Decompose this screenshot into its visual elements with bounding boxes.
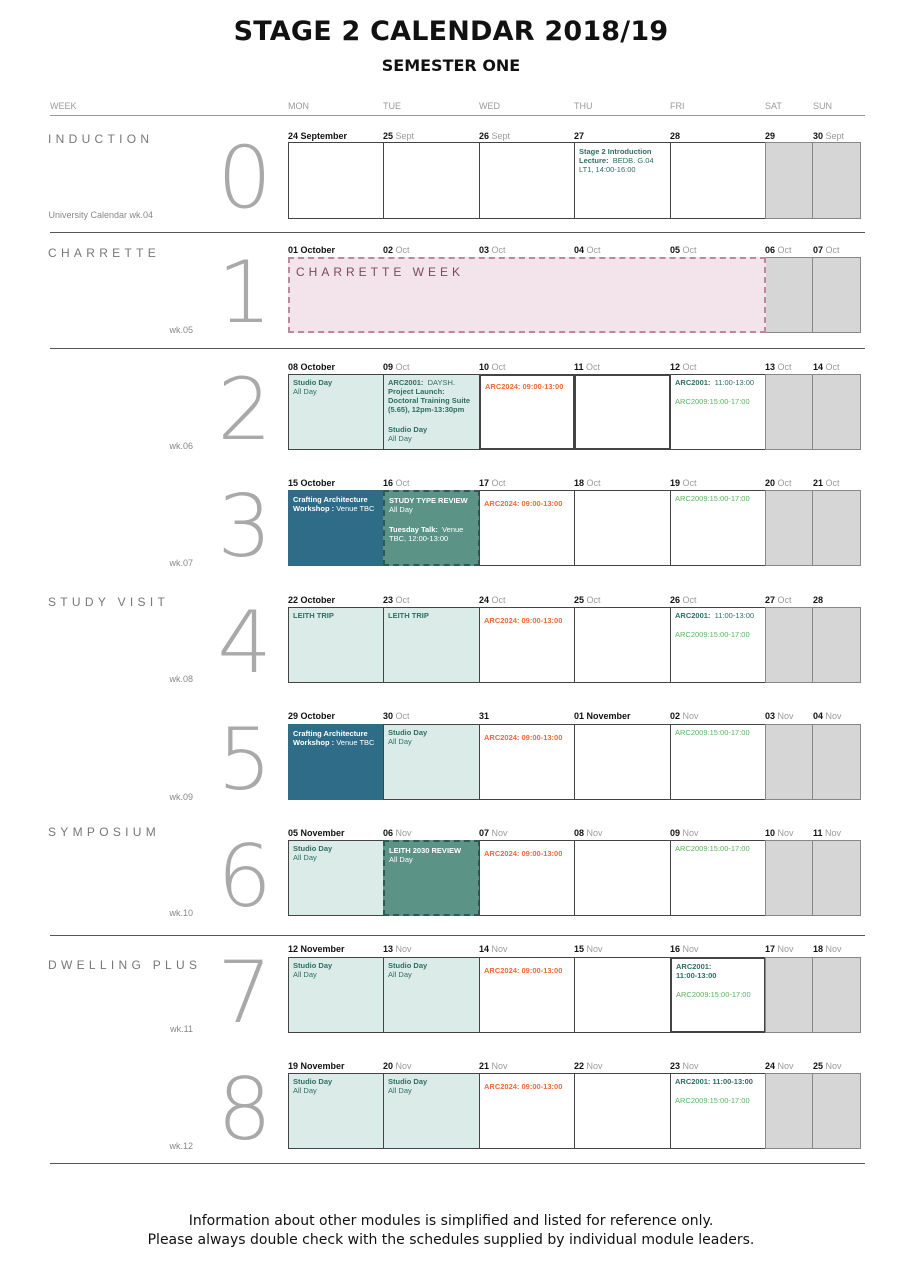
day-header: 17 Nov: [765, 944, 794, 954]
day-header: 05 November: [288, 828, 345, 838]
event-studio-day[interactable]: Studio Day All Day: [293, 961, 333, 979]
day-header: 04 Oct: [574, 245, 601, 255]
event-leith-trip[interactable]: LEITH TRIP: [388, 611, 429, 620]
day-cell[interactable]: [479, 957, 575, 1033]
day-cell[interactable]: [479, 1073, 575, 1149]
event-leith-2030-review[interactable]: LEITH 2030 REVIEW All Day: [389, 846, 462, 864]
weekend-cell: [812, 142, 861, 219]
week-number: 5: [217, 710, 272, 810]
week-number: 8: [217, 1060, 272, 1160]
day-header: 26 Oct: [670, 595, 697, 605]
day-header: 27: [574, 131, 585, 141]
week-code: wk.07: [169, 558, 193, 568]
event-arc2009[interactable]: ARC2009:15:00-17:00: [675, 494, 750, 503]
section-charrette: CHARRETTE: [48, 246, 161, 260]
day-header: 10 Oct: [479, 362, 506, 372]
week-number: 3: [217, 477, 272, 577]
day-header: 01 October: [288, 245, 336, 255]
weekend-cell: [812, 490, 861, 566]
weekend-cell: [765, 840, 813, 916]
event-arc2024[interactable]: ARC2024: 09:00-13:00: [484, 616, 563, 625]
event-crafting-architecture[interactable]: Crafting Architecture Workshop : Venue TBC: [293, 729, 375, 747]
week-code: University Calendar wk.04: [48, 210, 153, 220]
footer-note-line1: Information about other modules is simplified and listed for reference only.: [188, 1213, 714, 1229]
day-header: 23 Oct: [383, 595, 410, 605]
day-header: 19 Oct: [670, 478, 697, 488]
weekend-cell: [812, 607, 861, 683]
header-tue: TUE: [383, 101, 401, 111]
event-arc2024[interactable]: ARC2024: 09:00-13:00: [484, 849, 563, 858]
event-crafting-architecture[interactable]: Crafting Architecture Workshop : Venue TBC: [293, 495, 375, 513]
event-arc2024[interactable]: ARC2024: 09:00-13:00: [484, 1082, 563, 1091]
day-cell[interactable]: [574, 840, 671, 916]
day-header: 13 Oct: [765, 362, 792, 372]
day-cell[interactable]: [479, 607, 575, 683]
day-cell[interactable]: [574, 1073, 671, 1149]
weekend-cell: [812, 257, 861, 333]
weekend-cell: [765, 724, 813, 800]
weekend-cell: [765, 490, 813, 566]
weekend-cell: [765, 374, 813, 450]
week-number: 4: [217, 593, 272, 693]
day-header: 27 Oct: [765, 595, 792, 605]
day-header: 06 Oct: [765, 245, 792, 255]
day-header: 17 Oct: [479, 478, 506, 488]
day-cell[interactable]: [574, 607, 671, 683]
header-thu: THU: [574, 101, 593, 111]
event-studio-day[interactable]: Studio Day All Day: [388, 1077, 428, 1095]
day-header: 22 Nov: [574, 1061, 603, 1071]
day-cell[interactable]: [288, 142, 384, 219]
event-arc2001-launch[interactable]: ARC2001: DAYSH. Project Launch: Doctoral Training Suite (5.65), 12pm-13:30pm: [388, 378, 471, 414]
week-code: wk.06: [169, 441, 193, 451]
day-cell[interactable]: [670, 607, 766, 683]
section-divider: [50, 935, 865, 936]
event-arc2009[interactable]: ARC2009:15:00-17:00: [675, 397, 750, 406]
day-header: 22 October: [288, 595, 336, 605]
day-cell[interactable]: [383, 957, 480, 1033]
day-header: 15 October: [288, 478, 336, 488]
day-cell[interactable]: [288, 957, 384, 1033]
event-arc2001[interactable]: ARC2001: 11:00-13:00: [675, 1077, 753, 1086]
day-cell[interactable]: [383, 490, 480, 566]
event-stage2-intro[interactable]: Stage 2 Introduction Lecture: BEDB. G.04 LT1, 14:00-16:00: [579, 147, 654, 174]
day-header: 28: [670, 131, 681, 141]
section-symposium: SYMPOSIUM: [48, 825, 161, 839]
weekend-cell: [812, 724, 861, 800]
event-studio-day[interactable]: Studio Day All Day: [388, 961, 428, 979]
day-header: 09 Oct: [383, 362, 410, 372]
day-header: 07 Oct: [813, 245, 840, 255]
weekend-cell: [765, 957, 813, 1033]
event-arc2009[interactable]: ARC2009:15:00-17:00: [675, 728, 750, 737]
weekend-cell: [812, 957, 861, 1033]
event-studio-day[interactable]: Studio Day All Day: [293, 378, 333, 396]
day-header: 20 Nov: [383, 1061, 412, 1071]
day-header: 12 November: [288, 944, 345, 954]
section-divider: [50, 1163, 865, 1164]
header-divider: [50, 115, 865, 116]
event-arc2001[interactable]: ARC2001: 11:00-13:00: [675, 611, 755, 620]
header-fri: FRI: [670, 101, 685, 111]
week-code: wk.09: [169, 792, 193, 802]
day-cell[interactable]: [383, 724, 480, 800]
day-cell[interactable]: [288, 724, 384, 800]
day-cell[interactable]: [383, 374, 480, 450]
day-cell[interactable]: [479, 374, 575, 450]
day-header: 21 Nov: [479, 1061, 508, 1071]
day-cell[interactable]: [383, 1073, 480, 1149]
page-subtitle: SEMESTER ONE: [381, 56, 521, 75]
week-number: 2: [217, 360, 272, 460]
week-number: 7: [217, 943, 272, 1043]
event-arc2001[interactable]: ARC2001: 11:00-13:00: [676, 962, 717, 980]
event-arc2009[interactable]: ARC2009:15:00-17:00: [675, 630, 750, 639]
day-cell[interactable]: [383, 142, 480, 219]
week-code: wk.10: [169, 908, 193, 918]
event-study-type-review[interactable]: STUDY TYPE REVIEW All Day: [389, 496, 468, 514]
event-arc2009[interactable]: ARC2009:15:00-17:00: [675, 1096, 750, 1105]
week-code: wk.08: [169, 674, 193, 684]
header-sat: SAT: [765, 101, 782, 111]
day-header: 14 Oct: [813, 362, 840, 372]
day-cell[interactable]: [670, 142, 766, 219]
day-header: 30 Oct: [383, 711, 410, 721]
day-header: 18 Oct: [574, 478, 601, 488]
day-header: 03 Oct: [479, 245, 506, 255]
day-header: 28: [813, 595, 824, 605]
day-header: 08 Nov: [574, 828, 603, 838]
day-header: 12 Oct: [670, 362, 697, 372]
day-header: 03 Nov: [765, 711, 794, 721]
day-header: 23 Nov: [670, 1061, 699, 1071]
weekend-cell: [765, 607, 813, 683]
day-cell[interactable]: [574, 490, 671, 566]
event-tuesday-talk[interactable]: Tuesday Talk: Venue TBC, 12:00-13:00: [389, 525, 464, 543]
event-studio-day[interactable]: Studio Day All Day: [388, 425, 428, 443]
week-number: 1: [217, 243, 272, 343]
day-header: 10 Nov: [765, 828, 794, 838]
day-header: 01 November: [574, 711, 631, 721]
day-header: 16 Nov: [670, 944, 699, 954]
weekend-cell: [812, 374, 861, 450]
day-header: 24 September: [288, 131, 348, 141]
section-dwelling-plus: DWELLING PLUS: [48, 958, 202, 972]
week-code: wk.12: [169, 1141, 193, 1151]
footer-note-line2: Please always double check with the schedules supplied by individual module leaders.: [147, 1232, 755, 1248]
day-header: 31: [479, 711, 490, 721]
event-studio-day[interactable]: Studio Day All Day: [293, 844, 333, 862]
event-arc2001[interactable]: ARC2001: 11:00-13:00: [675, 378, 755, 387]
day-header: 16 Oct: [383, 478, 410, 488]
day-cell[interactable]: [574, 142, 671, 219]
day-header: 04 Nov: [813, 711, 842, 721]
day-cell[interactable]: [574, 374, 671, 450]
day-header: 24 Oct: [479, 595, 506, 605]
event-leith-trip[interactable]: LEITH TRIP: [293, 611, 334, 620]
section-study-visit: STUDY VISIT: [48, 595, 170, 609]
day-header: 20 Oct: [765, 478, 792, 488]
charrette-week-label: CHARRETTE WEEK: [296, 265, 465, 279]
weekend-cell: [765, 1073, 813, 1149]
weekend-cell: [765, 142, 813, 219]
day-header: 06 Nov: [383, 828, 412, 838]
day-cell[interactable]: [670, 724, 766, 800]
day-header: 11 Nov: [813, 828, 842, 838]
page-title: STAGE 2 CALENDAR 2018/19: [233, 16, 669, 47]
day-header: 15 Nov: [574, 944, 603, 954]
event-arc2024[interactable]: ARC2024: 09:00-13:00: [484, 966, 563, 975]
day-header: 13 Nov: [383, 944, 412, 954]
event-arc2024[interactable]: ARC2024: 09:00-13:00: [485, 382, 564, 391]
day-cell[interactable]: [383, 840, 480, 916]
day-cell[interactable]: [479, 724, 575, 800]
day-header: 11 Oct: [574, 362, 601, 372]
week-code: wk.11: [170, 1024, 193, 1034]
day-header: 29 October: [288, 711, 336, 721]
day-header: 19 November: [288, 1061, 345, 1071]
weekend-cell: [765, 257, 813, 333]
day-cell[interactable]: [479, 142, 575, 219]
event-studio-day[interactable]: Studio Day All Day: [293, 1077, 333, 1095]
day-header: 30 Sept: [813, 131, 845, 141]
header-mon: MON: [288, 101, 309, 111]
section-divider: [50, 232, 865, 233]
day-header: 25 Nov: [813, 1061, 842, 1071]
event-arc2024[interactable]: ARC2024: 09:00-13:00: [484, 733, 563, 742]
section-induction: INDUCTION: [48, 132, 154, 146]
day-header: 25 Sept: [383, 131, 415, 141]
day-header: 02 Oct: [383, 245, 410, 255]
day-cell[interactable]: [288, 607, 384, 683]
week-number: 6: [217, 827, 272, 927]
week-number: 0: [217, 128, 272, 228]
day-cell[interactable]: [383, 607, 480, 683]
day-cell[interactable]: [670, 1073, 766, 1149]
weekend-cell: [812, 1073, 861, 1149]
day-header: 14 Nov: [479, 944, 508, 954]
day-cell[interactable]: [479, 490, 575, 566]
day-header: 05 Oct: [670, 245, 697, 255]
day-cell[interactable]: [670, 957, 766, 1033]
day-cell[interactable]: [288, 840, 384, 916]
section-divider: [50, 348, 865, 349]
day-cell[interactable]: [288, 374, 384, 450]
day-cell[interactable]: [479, 840, 575, 916]
day-header: 02 Nov: [670, 711, 699, 721]
day-header: 29: [765, 131, 776, 141]
day-header: 26 Sept: [479, 131, 511, 141]
weekend-cell: [812, 840, 861, 916]
day-cell[interactable]: [288, 1073, 384, 1149]
event-arc2024[interactable]: ARC2024: 09:00-13:00: [484, 499, 563, 508]
header-week: WEEK: [50, 101, 77, 111]
day-cell[interactable]: [574, 957, 671, 1033]
day-header: 21 Oct: [813, 478, 840, 488]
day-cell[interactable]: [288, 490, 384, 566]
day-cell[interactable]: [574, 724, 671, 800]
event-studio-day[interactable]: Studio Day All Day: [388, 728, 428, 746]
day-header: 25 Oct: [574, 595, 601, 605]
event-arc2009[interactable]: ARC2009:15:00-17:00: [676, 990, 751, 999]
header-sun: SUN: [813, 101, 833, 111]
day-header: 07 Nov: [479, 828, 508, 838]
day-cell[interactable]: [670, 374, 766, 450]
day-header: 08 October: [288, 362, 336, 372]
day-header: 09 Nov: [670, 828, 699, 838]
day-header: 18 Nov: [813, 944, 842, 954]
day-cell[interactable]: [670, 840, 766, 916]
charrette-week-block[interactable]: [288, 257, 766, 333]
week-code: wk.05: [169, 325, 193, 335]
day-header: 24 Nov: [765, 1061, 794, 1071]
header-wed: WED: [479, 101, 500, 111]
day-cell[interactable]: [670, 490, 766, 566]
event-arc2009[interactable]: ARC2009:15:00-17:00: [675, 844, 750, 853]
